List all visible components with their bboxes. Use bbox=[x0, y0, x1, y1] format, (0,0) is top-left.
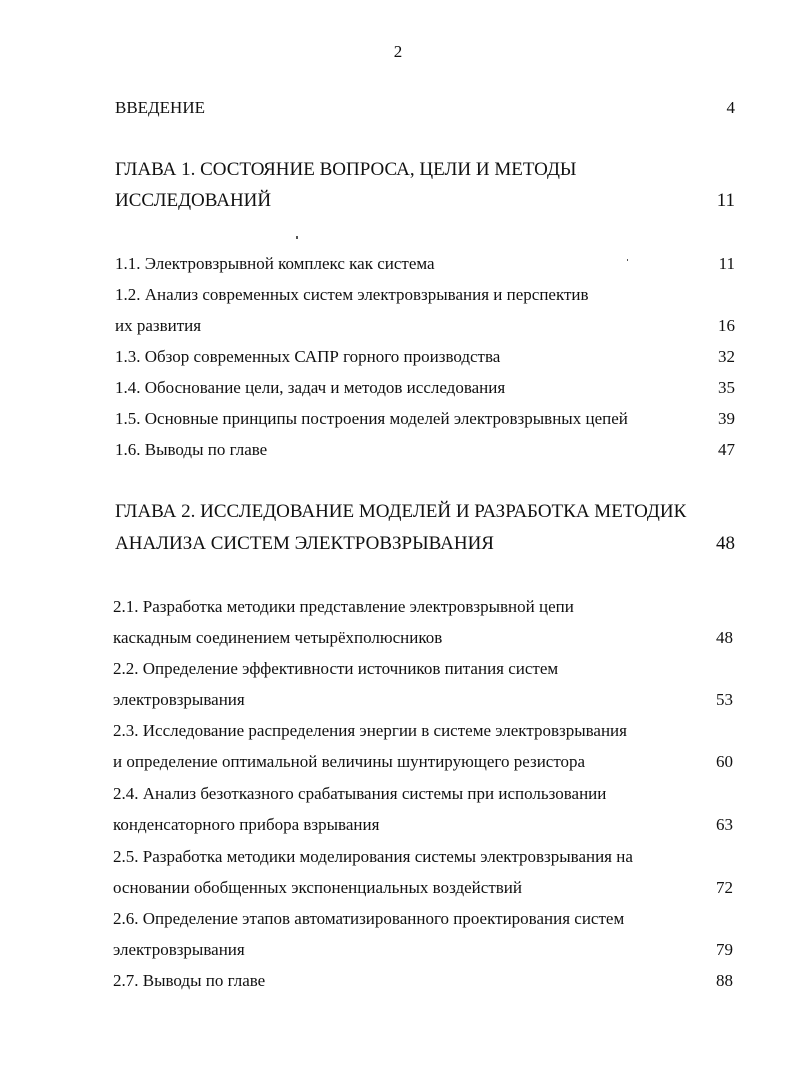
toc-entry-title: 2.2. Определение эффективности источников питания систем bbox=[113, 659, 559, 678]
toc-entry-page: 11 bbox=[716, 190, 735, 211]
toc-entry-title: 1.1. Электровзрывной комплекс как система bbox=[115, 254, 435, 273]
toc-entry-title: 1.6. Выводы по главе bbox=[115, 440, 268, 459]
toc-entry-page: 47 bbox=[718, 440, 735, 459]
toc-entry-page: 16 bbox=[718, 316, 735, 335]
toc-entry-title: АНАЛИЗА СИСТЕМ ЭЛЕКТРОВЗРЫВАНИЯ bbox=[115, 533, 494, 554]
toc-entry-page: 48 bbox=[716, 533, 735, 554]
toc-entry-title: ИССЛЕДОВАНИЙ bbox=[115, 190, 272, 211]
toc-entry-page: 79 bbox=[716, 940, 733, 959]
toc-entry-title: 2.1. Разработка методики представление электровзрывной цепи bbox=[113, 597, 574, 616]
toc-entry-title: ГЛАВА 2. ИССЛЕДОВАНИЕ МОДЕЛЕЙ И РАЗРАБОТКА МЕТОДИК bbox=[115, 501, 687, 522]
toc-entry-title: каскадным соединением четырёхполюсников bbox=[113, 628, 443, 647]
toc-entry-title: ГЛАВА 1. СОСТОЯНИЕ ВОПРОСА, ЦЕЛИ И МЕТОДЫ bbox=[115, 159, 577, 180]
toc-entry-page: 72 bbox=[716, 878, 733, 897]
toc-entry-title: и определение оптимальной величины шунтирующего резистора bbox=[113, 752, 586, 771]
toc-entry-page: 11 bbox=[718, 254, 735, 273]
toc-entry-title: 1.4. Обоснование цели, задач и методов исследования bbox=[115, 378, 506, 397]
page-number: 2 bbox=[393, 42, 403, 61]
toc-entry-title: 1.2. Анализ современных систем электровзрывания и перспектив bbox=[115, 285, 589, 304]
toc-entry-title: основании обобщенных экспоненциальных воздействий bbox=[113, 878, 522, 897]
toc-entry-page: 88 bbox=[716, 971, 733, 990]
toc-entry-page: 4 bbox=[726, 98, 735, 117]
toc-entry-page: 48 bbox=[716, 628, 733, 647]
toc-entry-page: 63 bbox=[716, 815, 733, 834]
scan-speck bbox=[627, 259, 628, 261]
toc-entry-page: 32 bbox=[718, 347, 735, 366]
toc-entry-title: их развития bbox=[115, 316, 202, 335]
toc-entry-page: 53 bbox=[716, 690, 733, 709]
toc-entry-title: электровзрывания bbox=[113, 940, 245, 959]
toc-entry-page: 39 bbox=[718, 409, 735, 428]
toc-entry-page: 35 bbox=[718, 378, 735, 397]
toc-entry-title: 2.5. Разработка методики моделирования системы электровзрывания на bbox=[113, 847, 633, 866]
toc-entry-title: 2.3. Исследование распределения энергии в системе электровзрывания bbox=[113, 721, 627, 740]
toc-entry-title: электровзрывания bbox=[113, 690, 245, 709]
toc-entry-title: 1.5. Основные принципы построения моделей электровзрывных цепей bbox=[115, 409, 628, 428]
toc-entry-title: 2.4. Анализ безотказного срабатывания системы при использовании bbox=[113, 784, 607, 803]
toc-entry-title: 2.7. Выводы по главе bbox=[113, 971, 266, 990]
toc-entry-title: 1.3. Обзор современных САПР горного производства bbox=[115, 347, 501, 366]
toc-entry-page: 60 bbox=[716, 752, 733, 771]
scan-speck bbox=[296, 236, 298, 239]
toc-entry-title: 2.6. Определение этапов автоматизированного проектирования систем bbox=[113, 909, 625, 928]
toc-entry-title: ВВЕДЕНИЕ bbox=[115, 98, 205, 117]
toc-entry-title: конденсаторного прибора взрывания bbox=[113, 815, 380, 834]
